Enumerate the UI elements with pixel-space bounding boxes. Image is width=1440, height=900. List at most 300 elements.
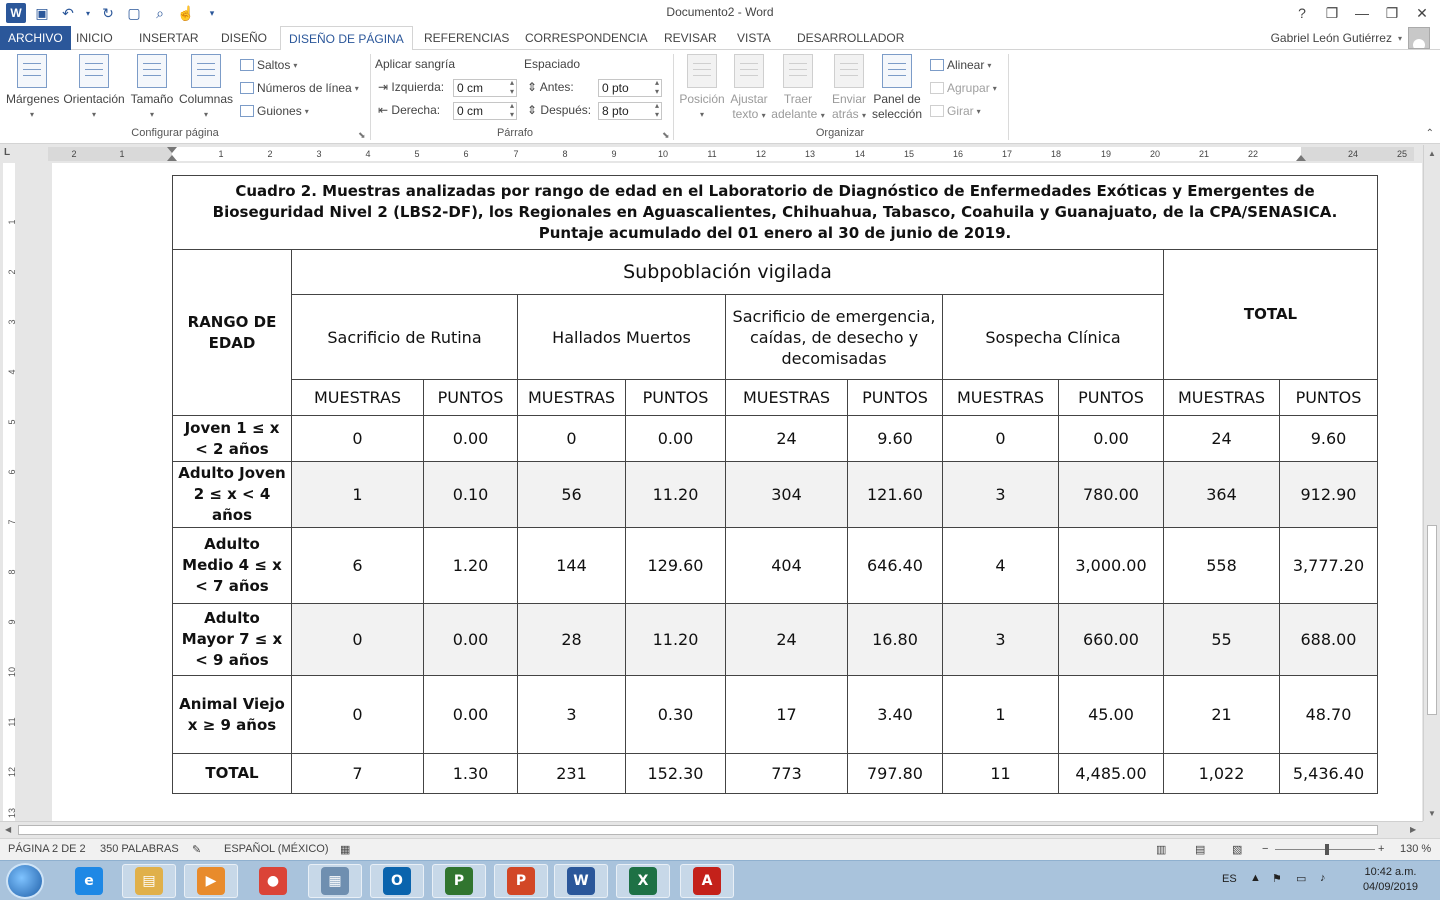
network-icon[interactable]: ▭ xyxy=(1296,873,1307,885)
column-header[interactable]: MUESTRAS xyxy=(726,380,848,416)
table-header-row xyxy=(173,250,1378,295)
internet-explorer-taskbar-button[interactable] xyxy=(62,864,116,898)
table-cell[interactable]: 558 xyxy=(1164,528,1280,604)
ruler-number: 17 xyxy=(1001,149,1012,159)
column-header[interactable]: MUESTRAS xyxy=(943,380,1059,416)
tab-diseno-de-pagina[interactable]: DISEÑO DE PÁGINA xyxy=(280,26,413,51)
zoom-in-button[interactable]: + xyxy=(1378,843,1385,855)
macro-recording-icon[interactable]: ▦ xyxy=(340,844,351,856)
table-cell[interactable]: 0 xyxy=(292,416,424,462)
horizontal-scrollbar[interactable] xyxy=(0,821,1423,838)
window-controls xyxy=(1288,2,1436,24)
minimize-icon[interactable]: — xyxy=(1355,5,1369,21)
hyphenation-button[interactable] xyxy=(240,102,309,120)
ruler-number: 8 xyxy=(562,149,568,159)
table-cell[interactable]: 3,000.00 xyxy=(1059,528,1164,604)
table-cell[interactable]: 773 xyxy=(726,754,848,794)
save-icon[interactable]: ▣ xyxy=(35,4,49,21)
table-cell[interactable]: 24 xyxy=(1164,416,1280,462)
media-player-icon: ▶ xyxy=(197,867,225,895)
ribbon-tabs xyxy=(0,26,1440,50)
group-label-parrafo: Párrafo xyxy=(496,127,534,139)
table-cell[interactable]: 55 xyxy=(1164,604,1280,676)
spacing-before-icon: ⇕ xyxy=(527,80,538,94)
powerpoint-taskbar-button[interactable] xyxy=(494,864,548,898)
horizontal-scroll-thumb[interactable] xyxy=(18,825,1378,835)
indent-left-input[interactable]: 0 cm ▴ ▾ xyxy=(453,79,517,97)
vruler-number: 8 xyxy=(7,569,17,575)
total-header[interactable]: TOTAL xyxy=(1164,250,1378,380)
powerpoint-icon: P xyxy=(507,867,535,895)
column-header[interactable]: PUNTOS xyxy=(848,380,943,416)
project-icon: P xyxy=(445,867,473,895)
tab-archivo[interactable]: ARCHIVO xyxy=(0,26,71,50)
wrap-dropdown-icon: ▾ xyxy=(761,111,766,120)
table-cell[interactable]: 11.20 xyxy=(626,462,726,528)
collapse-ribbon-icon[interactable]: ⌃ xyxy=(1425,128,1434,139)
tab-selector-icon[interactable]: L xyxy=(4,147,11,158)
vruler-number: 7 xyxy=(7,519,17,525)
table-cell[interactable]: 1.30 xyxy=(424,754,518,794)
table-cell[interactable]: 304 xyxy=(726,462,848,528)
config-launcher-icon[interactable]: ⬊ xyxy=(358,130,366,140)
customize-icon[interactable]: ▾ xyxy=(209,7,215,18)
tab-revisar[interactable]: REVISAR xyxy=(664,31,717,45)
hyphenation-label: Guiones xyxy=(257,104,302,118)
table-cell[interactable]: 28 xyxy=(518,604,626,676)
table-cell[interactable]: 0.30 xyxy=(626,676,726,754)
table-row xyxy=(173,528,1378,604)
table-cell[interactable]: 0 xyxy=(518,416,626,462)
first-line-indent-marker[interactable] xyxy=(167,147,177,153)
table-cell[interactable]: 5,436.40 xyxy=(1280,754,1378,794)
table-row xyxy=(173,604,1378,676)
tab-desarrollador[interactable]: DESARROLLADOR xyxy=(797,31,905,45)
table-cell[interactable]: 1.20 xyxy=(424,528,518,604)
excel-icon: X xyxy=(629,867,657,895)
clock[interactable] xyxy=(1363,865,1418,895)
page-count[interactable]: PÁGINA 2 DE 2 xyxy=(8,843,86,855)
word-taskbar-button[interactable] xyxy=(554,864,608,898)
vruler-number: 4 xyxy=(7,369,17,375)
group-label: Agrupar xyxy=(947,81,990,95)
line-numbers-label: Números de línea xyxy=(257,81,352,95)
column-header[interactable]: PUNTOS xyxy=(1059,380,1164,416)
ruler-number: 20 xyxy=(1149,149,1160,159)
bring-forward-button[interactable] xyxy=(771,54,825,123)
ruler-number: 15 xyxy=(903,149,914,159)
table-row xyxy=(173,416,1378,462)
orientation-label: Orientación xyxy=(63,92,125,106)
margins-icon xyxy=(17,54,47,88)
zoom-out-button[interactable]: − xyxy=(1262,843,1269,855)
table-cell[interactable]: 3,777.20 xyxy=(1280,528,1378,604)
columns-label: Columnas xyxy=(178,92,234,106)
table-cell[interactable]: 24 xyxy=(726,416,848,462)
rotate-dropdown-icon: ▾ xyxy=(976,106,981,116)
calculator-taskbar-button[interactable] xyxy=(308,864,362,898)
user-dropdown-icon[interactable]: ▾ xyxy=(1397,33,1402,43)
margins-button[interactable] xyxy=(6,54,58,122)
table-subheader-row xyxy=(173,380,1378,416)
ruler-number: 9 xyxy=(611,149,617,159)
table-cell[interactable]: 17 xyxy=(726,676,848,754)
ribbon-display-icon[interactable]: ❐ xyxy=(1325,4,1339,21)
row-label[interactable]: Joven 1 ≤ x < 2 años xyxy=(173,416,292,462)
bring-forward-label-1: Traer xyxy=(783,92,813,106)
breaks-button[interactable] xyxy=(240,56,297,74)
selection-pane-label-1: Panel de xyxy=(873,92,921,106)
table-cell[interactable]: 0.00 xyxy=(424,676,518,754)
word-icon: W xyxy=(567,867,595,895)
ruler-number: 25 xyxy=(1396,149,1407,159)
table-cell[interactable]: 1 xyxy=(943,676,1059,754)
ribbon-separator xyxy=(673,54,674,140)
zoom-level[interactable]: 130 % xyxy=(1400,843,1432,855)
start-button[interactable] xyxy=(6,863,44,899)
group-header[interactable]: Sacrificio de emergencia, caídas, de desecho y decomisadas xyxy=(726,295,943,380)
orientation-button[interactable] xyxy=(62,54,126,122)
volume-icon[interactable]: ♪ xyxy=(1320,872,1326,884)
user-account[interactable] xyxy=(1271,26,1430,50)
table-row xyxy=(173,676,1378,754)
redo-icon[interactable]: ↻ xyxy=(102,4,114,21)
column-header[interactable]: PUNTOS xyxy=(1280,380,1378,416)
table-cell[interactable]: 646.40 xyxy=(848,528,943,604)
group-header[interactable]: Sospecha Clínica xyxy=(943,295,1164,380)
row-label[interactable]: TOTAL xyxy=(173,754,292,794)
ribbon xyxy=(0,50,1440,144)
word-count[interactable]: 350 PALABRAS xyxy=(100,843,179,855)
table-cell[interactable]: 152.30 xyxy=(626,754,726,794)
outlook-taskbar-button[interactable] xyxy=(370,864,424,898)
print-preview-icon[interactable]: ⌕ xyxy=(156,4,164,21)
restore-icon[interactable]: ❐ xyxy=(1385,4,1399,21)
wrap-text-icon xyxy=(734,54,764,88)
line-numbers-dropdown-icon: ▾ xyxy=(354,83,359,93)
help-icon[interactable]: ? xyxy=(1298,5,1306,21)
ruler-number: 4 xyxy=(365,149,371,159)
tab-referencias[interactable]: REFERENCIAS xyxy=(424,31,510,45)
file-explorer-taskbar-button[interactable] xyxy=(122,864,176,898)
ruler-number: 22 xyxy=(1247,149,1258,159)
chrome-icon: ● xyxy=(259,867,287,895)
table-cell[interactable]: 0.00 xyxy=(1059,416,1164,462)
tab-correspondencia[interactable]: CORRESPONDENCIA xyxy=(525,31,648,45)
margins-dropdown-icon: ▾ xyxy=(29,110,34,119)
ruler-number: 16 xyxy=(952,149,963,159)
indent-right-icon: ⇤ xyxy=(378,103,389,117)
ruler-number: 10 xyxy=(657,149,668,159)
row-label[interactable]: Animal Viejo x ≥ 9 años xyxy=(173,676,292,754)
table-cell[interactable]: 404 xyxy=(726,528,848,604)
read-mode-icon[interactable]: ▥ xyxy=(1156,844,1167,856)
table-cell[interactable]: 3 xyxy=(943,462,1059,528)
table-cell[interactable]: 0.00 xyxy=(424,604,518,676)
window-title: Documento2 - Word xyxy=(666,5,774,19)
vruler-number: 2 xyxy=(7,269,17,275)
table-row xyxy=(173,462,1378,528)
column-header[interactable]: PUNTOS xyxy=(626,380,726,416)
vruler-number: 6 xyxy=(7,469,17,475)
align-dropdown-icon: ▾ xyxy=(987,60,992,70)
columns-dropdown-icon: ▾ xyxy=(203,110,208,119)
send-backward-button[interactable] xyxy=(828,54,870,123)
position-icon xyxy=(687,54,717,88)
group-header[interactable]: Sacrificio de Rutina xyxy=(292,295,518,380)
rotate-button[interactable] xyxy=(930,102,981,120)
vruler-number: 11 xyxy=(7,717,17,727)
subpopulation-header[interactable]: Subpoblación vigilada xyxy=(292,250,1164,295)
row-label[interactable]: Adulto Mayor 7 ≤ x < 9 años xyxy=(173,604,292,676)
size-icon xyxy=(137,54,167,88)
ruler-number: 14 xyxy=(854,149,865,159)
vruler-number: 12 xyxy=(7,767,17,778)
table-cell[interactable]: 144 xyxy=(518,528,626,604)
table-cell[interactable]: 364 xyxy=(1164,462,1280,528)
columns-button[interactable] xyxy=(178,54,234,122)
ribbon-separator xyxy=(370,54,371,140)
column-header[interactable]: MUESTRAS xyxy=(1164,380,1280,416)
table-cell[interactable]: 6 xyxy=(292,528,424,604)
orientation-icon xyxy=(79,54,109,88)
group-label-config: Configurar página xyxy=(131,127,219,139)
acrobat-icon: A xyxy=(693,867,721,895)
group-header[interactable]: Hallados Muertos xyxy=(518,295,726,380)
acrobat-taskbar-button[interactable] xyxy=(680,864,734,898)
row-label[interactable]: Adulto Medio 4 ≤ x < 7 años xyxy=(173,528,292,604)
vruler-number: 9 xyxy=(7,619,17,625)
touch-mode-icon[interactable]: ☝ xyxy=(177,4,195,21)
right-indent-marker[interactable] xyxy=(1296,155,1306,161)
table-cell[interactable]: 21 xyxy=(1164,676,1280,754)
table-cell[interactable]: 7 xyxy=(292,754,424,794)
spacing-after-label: ⇕ Después: xyxy=(527,103,592,117)
close-icon[interactable]: ✕ xyxy=(1416,4,1428,21)
taskbar xyxy=(0,860,1440,900)
selection-pane-button[interactable] xyxy=(870,54,924,122)
table-cell[interactable]: 48.70 xyxy=(1280,676,1378,754)
column-header[interactable]: MUESTRAS xyxy=(518,380,626,416)
table-cell[interactable]: 129.60 xyxy=(626,528,726,604)
row-label[interactable]: Adulto Joven 2 ≤ x < 4 años xyxy=(173,462,292,528)
clock-date: 04/09/2019 xyxy=(1362,881,1418,893)
vruler-number: 5 xyxy=(7,419,17,425)
table-cell[interactable]: 3 xyxy=(943,604,1059,676)
indent-right-label: ⇤ Derecha: xyxy=(378,103,441,117)
size-dropdown-icon: ▾ xyxy=(149,110,154,119)
document-page[interactable] xyxy=(52,163,1422,821)
tab-inicio[interactable]: INICIO xyxy=(76,31,113,45)
horizontal-ruler[interactable] xyxy=(0,145,1440,163)
vertical-scroll-thumb[interactable] xyxy=(1427,525,1437,715)
bring-dropdown-icon: ▾ xyxy=(820,111,825,120)
rotate-label: Girar xyxy=(947,104,974,118)
table-caption[interactable]: Cuadro 2. Muestras analizadas por rango de edad en el Laboratorio de Diagnóstico de Enfermedades Exóticas y Emergentes de Bioseguridad Nivel 2 (LBS2-DF), los Regionales en Aguascalientes, Chihuahua, Tabasco, Coahuila y Guanajuato, de la CPA/SENASICA. Puntaje acumulado del 01 enero al 30 de junio de 2019. xyxy=(173,176,1378,250)
web-layout-icon[interactable]: ▧ xyxy=(1232,844,1243,856)
table-total-row xyxy=(173,754,1378,794)
ruler-number: 2 xyxy=(267,149,273,159)
vruler-number: 1 xyxy=(7,219,17,225)
position-button[interactable] xyxy=(678,54,726,122)
table-cell[interactable]: 24 xyxy=(726,604,848,676)
line-numbers-button[interactable] xyxy=(240,79,359,97)
indent-left-label: ⇥ Izquierda: xyxy=(378,80,445,94)
vertical-ruler[interactable] xyxy=(0,163,18,821)
table-cell[interactable]: 797.80 xyxy=(848,754,943,794)
outlook-icon: O xyxy=(383,867,411,895)
table-cell[interactable]: 1,022 xyxy=(1164,754,1280,794)
show-hidden-icons-icon[interactable]: ▲ xyxy=(1250,872,1261,884)
margins-label: Márgenes xyxy=(6,92,60,106)
column-header[interactable]: PUNTOS xyxy=(424,380,518,416)
size-label: Tamaño xyxy=(130,92,174,106)
scroll-left-icon[interactable]: ◀ xyxy=(5,825,12,834)
spacing-after-input[interactable]: 8 pto ▴ ▾ xyxy=(598,102,662,120)
table-cell[interactable]: 11.20 xyxy=(626,604,726,676)
table-cell[interactable]: 660.00 xyxy=(1059,604,1164,676)
data-table[interactable] xyxy=(172,175,1378,794)
send-dropdown-icon: ▾ xyxy=(862,111,867,120)
table-cell[interactable]: 0.00 xyxy=(626,416,726,462)
table-cell[interactable]: 3 xyxy=(518,676,626,754)
vruler-number: 3 xyxy=(7,319,17,325)
proofing-icon[interactable]: ✎ xyxy=(192,844,202,856)
clock-time: 10:42 a.m. xyxy=(1364,866,1417,878)
vertical-ruler-strip xyxy=(3,163,15,821)
align-icon xyxy=(930,59,944,71)
bring-forward-icon xyxy=(783,54,813,88)
ruler-number: 3 xyxy=(316,149,322,159)
column-header[interactable]: MUESTRAS xyxy=(292,380,424,416)
table-cell[interactable]: 11 xyxy=(943,754,1059,794)
breaks-icon xyxy=(240,59,254,71)
spacing-before-label: ⇕ Antes: xyxy=(527,80,574,94)
table-cell[interactable]: 0 xyxy=(943,416,1059,462)
print-layout-icon[interactable]: ▤ xyxy=(1195,844,1206,856)
size-button[interactable] xyxy=(129,54,175,122)
align-label: Alinear xyxy=(947,58,985,72)
ruler-number: 11 xyxy=(707,149,717,159)
tab-insertar[interactable]: INSERTAR xyxy=(139,31,199,45)
table-cell[interactable]: 9.60 xyxy=(1280,416,1378,462)
ruler-number: 1 xyxy=(218,149,224,159)
undo-icon[interactable]: ↶ xyxy=(62,4,74,21)
language-status[interactable]: ESPAÑOL (MÉXICO) xyxy=(224,843,329,855)
ruler-number: 21 xyxy=(1198,149,1209,159)
ribbon-separator xyxy=(1008,54,1009,140)
undo-dropdown-icon[interactable]: ▾ xyxy=(85,8,90,18)
breaks-dropdown-icon: ▾ xyxy=(293,60,298,70)
input-language[interactable]: ES xyxy=(1222,873,1237,885)
tab-vista[interactable]: VISTA xyxy=(737,31,771,45)
table-cell[interactable]: 4,485.00 xyxy=(1059,754,1164,794)
ruler-number: 18 xyxy=(1050,149,1061,159)
action-center-icon[interactable]: ⚑ xyxy=(1272,873,1282,885)
table-cell[interactable]: 9.60 xyxy=(848,416,943,462)
rotate-icon xyxy=(930,105,944,117)
table-cell[interactable]: 231 xyxy=(518,754,626,794)
table-cell[interactable]: 0 xyxy=(292,604,424,676)
age-range-header[interactable]: RANGO DE EDAD xyxy=(173,250,292,416)
word-logo-icon[interactable]: W xyxy=(6,3,26,23)
ruler-strip xyxy=(48,147,1414,161)
group-dropdown-icon: ▾ xyxy=(992,83,997,93)
media-player-taskbar-button[interactable] xyxy=(184,864,238,898)
table-cell[interactable]: 0 xyxy=(292,676,424,754)
user-name[interactable]: Gabriel León Gutiérrez xyxy=(1270,31,1392,45)
table-cell[interactable]: 3.40 xyxy=(848,676,943,754)
table-cell[interactable]: 0.10 xyxy=(424,462,518,528)
project-taskbar-button[interactable] xyxy=(432,864,486,898)
ruler-number: 12 xyxy=(755,149,766,159)
table-cell[interactable]: 688.00 xyxy=(1280,604,1378,676)
spacing-after-icon: ⇕ xyxy=(527,103,538,117)
file-explorer-icon: ▤ xyxy=(135,867,163,895)
line-numbers-icon xyxy=(240,82,254,94)
table-cell[interactable]: 912.90 xyxy=(1280,462,1378,528)
ruler-number: 2 xyxy=(71,149,77,159)
avatar[interactable] xyxy=(1408,27,1430,49)
quick-access-toolbar xyxy=(6,3,222,23)
selection-pane-icon xyxy=(882,54,912,88)
table-cell[interactable]: 16.80 xyxy=(848,604,943,676)
new-doc-icon[interactable]: ▢ xyxy=(127,4,141,21)
indent-right-input[interactable]: 0 cm ▴ ▾ xyxy=(453,102,517,120)
table-cell[interactable]: 1 xyxy=(292,462,424,528)
hyphenation-icon xyxy=(240,105,254,117)
wrap-text-button[interactable] xyxy=(727,54,771,123)
zoom-slider-thumb[interactable] xyxy=(1325,844,1329,855)
calculator-icon: ▦ xyxy=(321,867,349,895)
excel-taskbar-button[interactable] xyxy=(616,864,670,898)
group-icon xyxy=(930,82,944,94)
send-backward-label-1: Enviar xyxy=(831,92,866,106)
ruler-number: 19 xyxy=(1100,149,1111,159)
parrafo-launcher-icon[interactable]: ⬊ xyxy=(662,130,670,140)
table-cell[interactable]: 45.00 xyxy=(1059,676,1164,754)
wrap-text-label-2: texto xyxy=(732,107,759,121)
internet-explorer-icon: e xyxy=(75,867,103,895)
ruler-number: 7 xyxy=(513,149,519,159)
tab-diseno[interactable]: DISEÑO xyxy=(221,31,268,45)
scroll-up-icon[interactable]: ▲ xyxy=(1428,149,1436,158)
ruler-number: 1 xyxy=(119,149,125,159)
table-cell[interactable]: 4 xyxy=(943,528,1059,604)
group-button[interactable] xyxy=(930,79,997,97)
bring-forward-label-2: adelante xyxy=(771,107,818,121)
table-cell[interactable]: 0.00 xyxy=(424,416,518,462)
position-dropdown-icon: ▾ xyxy=(699,110,704,119)
vruler-number: 10 xyxy=(7,667,17,678)
spacing-heading: Espaciado xyxy=(524,57,581,71)
send-backward-icon xyxy=(834,54,864,88)
chrome-taskbar-button[interactable] xyxy=(246,864,300,898)
ruler-number: 24 xyxy=(1347,149,1358,159)
vertical-scrollbar[interactable] xyxy=(1423,145,1440,821)
scroll-down-icon[interactable]: ▼ xyxy=(1428,809,1436,818)
hanging-indent-marker[interactable] xyxy=(167,155,177,161)
table-cell[interactable]: 780.00 xyxy=(1059,462,1164,528)
spacing-before-input[interactable]: 0 pto ▴ ▾ xyxy=(598,79,662,97)
table-cell[interactable]: 121.60 xyxy=(848,462,943,528)
selection-pane-label-2: selección xyxy=(871,107,923,121)
scroll-right-icon[interactable]: ▶ xyxy=(1410,825,1417,834)
table-cell[interactable]: 56 xyxy=(518,462,626,528)
indent-left-icon: ⇥ xyxy=(378,80,389,94)
table-caption-row xyxy=(173,176,1378,250)
align-button[interactable] xyxy=(930,56,991,74)
